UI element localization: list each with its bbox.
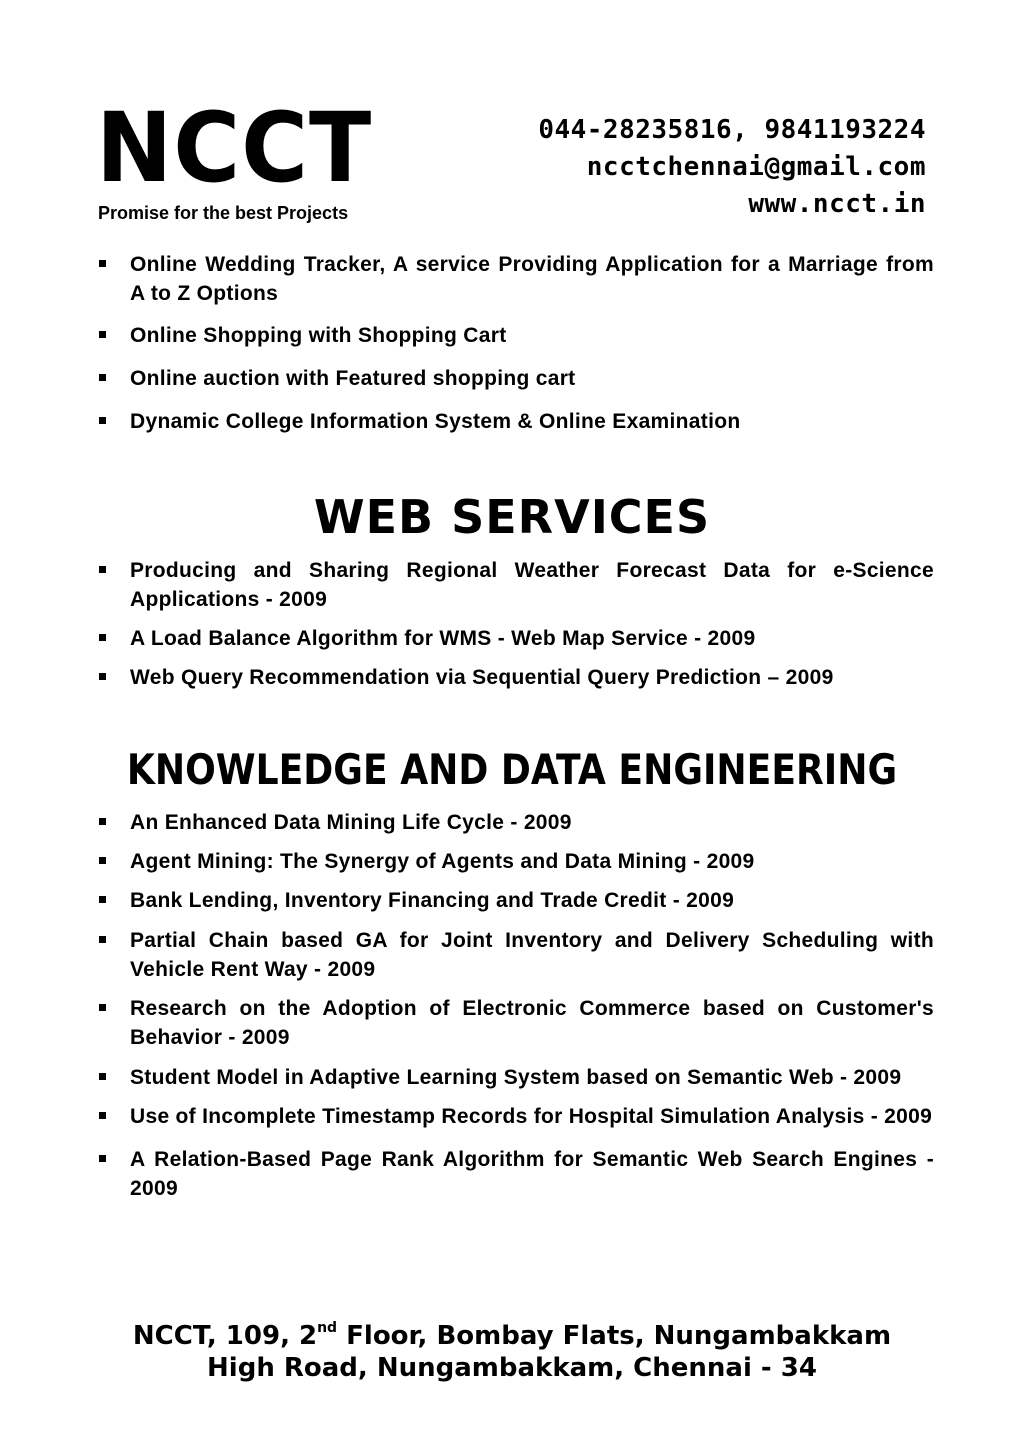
list-item: Web Query Recommendation via Sequential Query Prediction – 2009 [98,663,934,692]
list-item: Agent Mining: The Synergy of Agents and Data Mining - 2009 [98,847,934,876]
list-item: An Enhanced Data Mining Life Cycle - 2009 [98,808,934,837]
address-line-1: NCCT, 109, 2nd Floor, Bombay Flats, Nungambakkam [132,1320,892,1351]
list-item: A Relation-Based Page Rank Algorithm for Semantic Web Search Engines - 2009 [98,1145,934,1203]
square-bullet-icon [99,566,106,573]
kde-project-list [98,808,934,1203]
web-services-list [98,556,934,692]
section-heading-web-services: WEB SERVICES [313,490,711,544]
square-bullet-icon [99,818,106,825]
tagline: Promise for the best Projects [98,203,349,223]
list-item: A Load Balance Algorithm for WMS - Web Map Service - 2009 [98,624,934,653]
list-item: Student Model in Adaptive Learning System based on Semantic Web - 2009 [98,1063,934,1092]
square-bullet-icon [99,896,106,903]
square-bullet-icon [99,1155,106,1162]
square-bullet-icon [99,1004,106,1011]
square-bullet-icon [99,331,106,338]
square-bullet-icon [99,857,106,864]
email-address: ncctchennai@gmail.com [586,152,926,182]
list-item: Partial Chain based GA for Joint Inventory and Delivery Scheduling with Vehicle Rent Way - 2009 [98,926,934,984]
phone-numbers: 044-28235816, 9841193224 [538,115,926,145]
square-bullet-icon [99,634,106,641]
list-item: Use of Incomplete Timestamp Records for Hospital Simulation Analysis - 2009 [98,1102,934,1131]
list-item: Research on the Adoption of Electronic Commerce based on Customer's Behavior - 2009 [98,994,934,1052]
section-heading-knowledge-data-engineering: KNOWLEDGE AND DATA ENGINEERING [126,745,898,794]
square-bullet-icon [99,1073,106,1080]
list-item: Online Wedding Tracker, A service Providing Application for a Marriage from A to Z Options [98,250,934,308]
website-url: www.ncct.in [748,189,926,219]
list-item: Online auction with Featured shopping cart [98,364,934,393]
square-bullet-icon [99,260,106,267]
contact-block [538,112,926,223]
ncct-logo: NCCT [96,92,373,204]
square-bullet-icon [99,936,106,943]
list-item: Dynamic College Information System & Online Examination [98,407,934,436]
square-bullet-icon [99,673,106,680]
square-bullet-icon [99,1112,106,1119]
square-bullet-icon [99,374,106,381]
intro-project-list [98,250,934,436]
footer-address [0,1320,1024,1384]
address-line-2: High Road, Nungambakkam, Chennai - 34 [207,1353,817,1383]
list-item: Online Shopping with Shopping Cart [98,321,934,350]
list-item: Bank Lending, Inventory Financing and Trade Credit - 2009 [98,886,934,915]
square-bullet-icon [99,417,106,424]
list-item: Producing and Sharing Regional Weather Forecast Data for e-Science Applications - 2009 [98,556,934,614]
